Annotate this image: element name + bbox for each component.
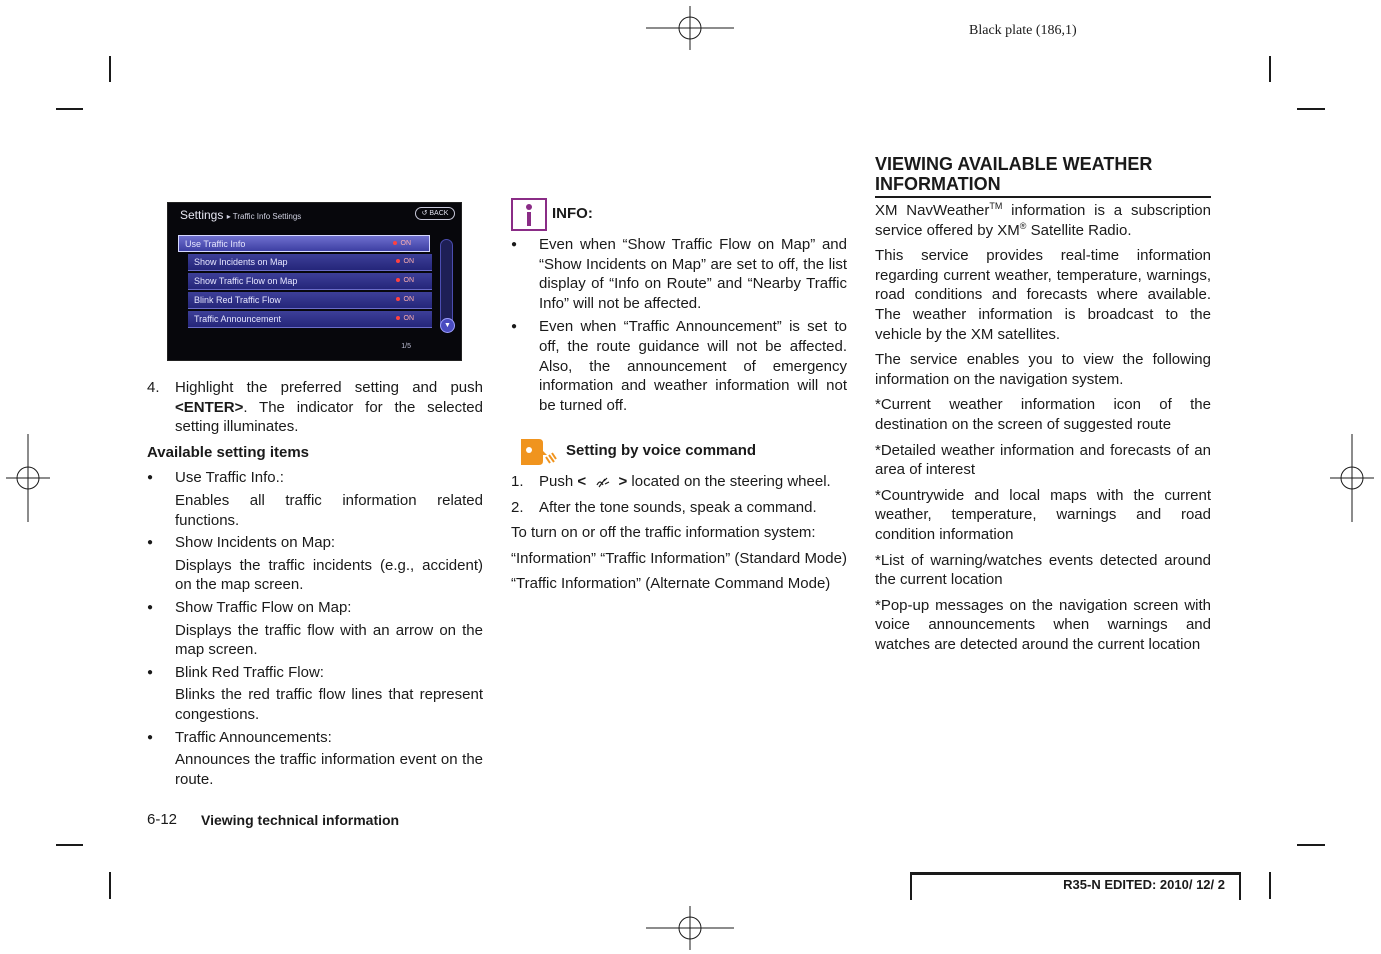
traffic-settings-screen xyxy=(167,202,462,361)
plate-label: Black plate (186,1) xyxy=(969,23,1077,38)
list-item: ● Traffic Announcements: xyxy=(147,728,483,748)
registration-target-icon xyxy=(1330,434,1374,522)
talk-switch-icon xyxy=(594,475,610,489)
crop-mark xyxy=(1269,56,1271,82)
list-item-desc: Enables all traffic information related functions. xyxy=(175,491,483,529)
registration-target-icon xyxy=(6,434,50,522)
crop-mark xyxy=(56,108,83,110)
screen-title: Settings ▸ Traffic Info Settings xyxy=(180,208,302,222)
left-column xyxy=(147,378,483,792)
list-item: ● Show Incidents on Map: xyxy=(147,533,483,553)
subheading: Available setting items xyxy=(147,443,309,461)
right-column xyxy=(875,201,1211,660)
list-item: ● Even when “Show Traffic Flow on Map” and “Show Incidents on Map” are set to off, the list display of “Info on Route” and “Nearby Traffic Info” will not be affected. xyxy=(511,235,847,313)
list-item-desc: Displays the traffic incidents (e.g., accident) on the map screen. xyxy=(175,556,483,594)
page-number: 6-12 xyxy=(147,811,178,828)
paragraph: To turn on or off the traffic information system: xyxy=(511,524,816,542)
page-indicator: 1/5 xyxy=(401,343,411,351)
paragraph: *Countrywide and local maps with the current weather, temperature, warnings and road condition information xyxy=(875,486,1211,543)
info-bullets xyxy=(511,235,847,418)
crop-mark xyxy=(1297,108,1325,110)
voice-steps xyxy=(511,472,847,600)
step-4: 4. Highlight the preferred setting and push <ENTER>. The indicator for the selected setting illuminates. xyxy=(147,379,483,436)
paragraph: This service provides real-time information regarding current weather, temperature, warnings, road conditions and forecasts where available. The weather information is broadcast to the vehicle by the XM satellites. xyxy=(875,247,1211,343)
voice-command-heading: Setting by voice command xyxy=(566,442,757,459)
crop-mark xyxy=(1269,872,1271,899)
paragraph: *Pop-up messages on the navigation screen with voice announcements when warnings and watches are detected around the current location xyxy=(875,596,1211,653)
footer-section-title: Viewing technical information xyxy=(201,812,400,828)
paragraph: *Detailed weather information and forecasts of an area of interest xyxy=(875,441,1211,479)
screen-row[interactable]: Show Traffic Flow on Map ON xyxy=(188,273,432,290)
paragraph: The service enables you to view the following information on the navigation system. xyxy=(875,351,1211,388)
paragraph: XM NavWeather™ information is a subscription service offered by XM® Satellite Radio. xyxy=(875,201,1211,239)
list-item-desc: Blinks the red traffic flow lines that represent congestions. xyxy=(175,686,483,723)
list-item: ● Blink Red Traffic Flow: xyxy=(147,663,483,683)
title-rule xyxy=(875,196,1211,198)
scrollbar[interactable] xyxy=(440,239,453,329)
list-item: ● Even when “Traffic Announcement” is set to off, the route guidance will not be affected. Also, the announcement of emergency information and weather information will not be turned off. xyxy=(511,317,847,415)
info-icon xyxy=(511,198,547,231)
paragraph: *List of warning/watches events detected around the current location xyxy=(875,551,1211,589)
screen-row[interactable]: Traffic Announcement ON xyxy=(188,311,432,328)
paragraph: “Information” “Traffic Information” (Standard Mode) xyxy=(511,549,847,567)
edited-stamp: R35-N EDITED: 2010/ 12/ 2 xyxy=(910,872,1241,900)
info-label: INFO: xyxy=(552,205,593,222)
section-title: VIEWING AVAILABLE WEATHER INFORMATION xyxy=(875,154,1153,194)
list-item: ● Use Traffic Info.: xyxy=(147,468,483,488)
crop-mark xyxy=(56,844,83,846)
back-button[interactable]: ↺ BACK xyxy=(415,207,455,220)
screen-row[interactable]: Blink Red Traffic Flow ON xyxy=(188,292,432,309)
step-1: 1. Push < > located on the steering wheel. xyxy=(511,473,831,490)
list-item: ● Show Traffic Flow on Map: xyxy=(147,598,483,618)
paragraph: *Current weather information icon of the destination on the screen of suggested route xyxy=(875,396,1211,433)
paragraph: “Traffic Information” (Alternate Command Mode) xyxy=(511,575,831,593)
list-item-desc: Announces the traffic information event on the route. xyxy=(175,751,483,788)
registration-target-icon xyxy=(646,906,734,950)
screen-row[interactable]: Use Traffic Info ON xyxy=(178,235,430,252)
crop-mark xyxy=(1297,844,1325,846)
crop-mark xyxy=(109,56,111,82)
registration-target-icon xyxy=(646,6,734,50)
list-item-desc: Displays the traffic flow with an arrow on the map screen. xyxy=(175,621,483,659)
screen-row[interactable]: Show Incidents on Map ON xyxy=(188,254,432,271)
voice-command-icon xyxy=(519,437,557,467)
scroll-down-icon[interactable]: ▼ xyxy=(440,318,455,333)
step-2: 2. After the tone sounds, speak a command. xyxy=(511,498,817,516)
crop-mark xyxy=(109,872,111,899)
